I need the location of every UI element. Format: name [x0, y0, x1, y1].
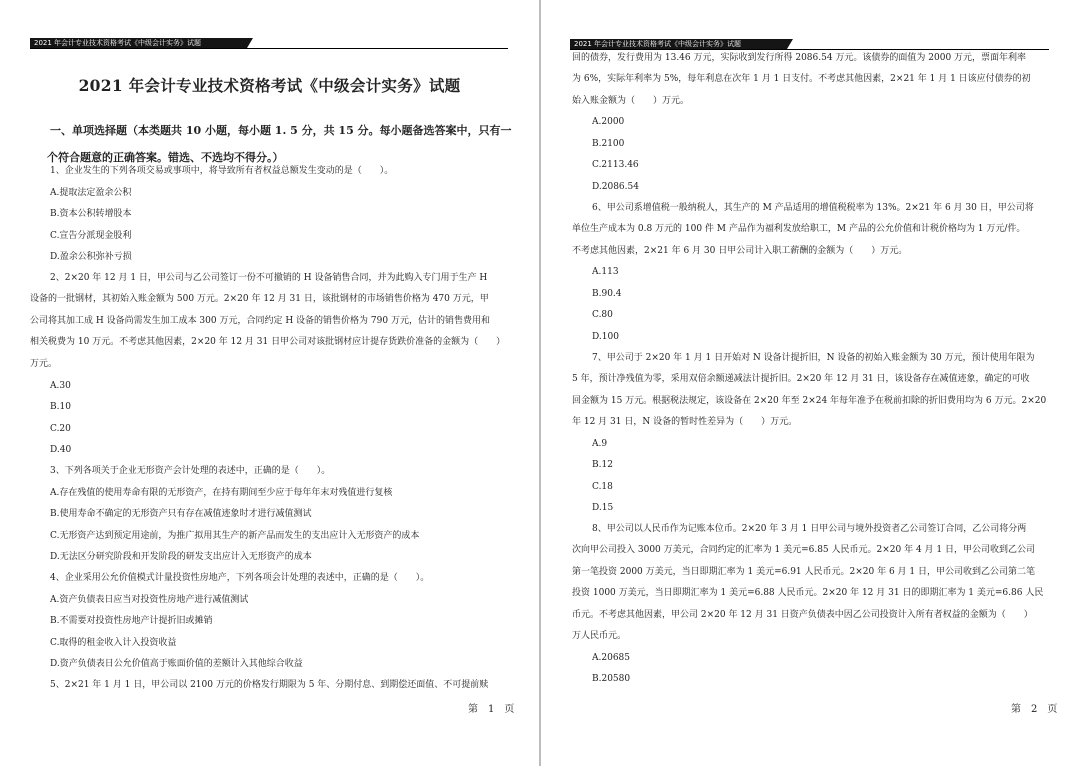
- question-5-option-b: B.2100: [592, 139, 625, 149]
- page-number: 第 2 页: [1011, 704, 1058, 715]
- section-heading: 一、单项选择题（本类题共 10 小题，每小题 1. 5 分，共 15 分。每小题备选答案中，只有一个符合题意的正确答案。错选、不选均不得分。）: [47, 124, 512, 164]
- document-page-1: [0, 0, 539, 766]
- question-5-option-a: A.2000: [592, 117, 625, 127]
- question-2-line: 万元。: [30, 358, 58, 369]
- question-1-option-b: B.资本公积转增股本: [50, 209, 132, 219]
- running-header: 2021 年会计专业技术资格考试《中级会计实务》试题: [30, 38, 247, 48]
- running-header: 2021 年会计专业技术资格考试《中级会计实务》试题: [570, 39, 787, 49]
- question-5-line: 为 6%，实际年利率为 5%，每年利息在次年 1 月 1 日支付。不考虑其他因素，2×21 年 1 月 1 日该应付债券的初: [572, 74, 1031, 85]
- question-7-line: 5 年，预计净残值为零，采用双倍余额递减法计提折旧。2×20 年 12 月 31 日，该设备存在减值迹象，确定的可收: [572, 374, 1030, 385]
- header-rule: [30, 48, 508, 49]
- page-number: 第 1 页: [468, 704, 515, 715]
- question-2-option-a: A.30: [50, 381, 71, 391]
- question-6-line: 单位生产成本为 0.8 万元的 100 件 M 产品作为福利发放给职工，M 产品的公允价值和计税价格均为 1 万元/件。: [572, 224, 1026, 235]
- question-4-option-c: C.取得的租金收入计入投资收益: [50, 638, 177, 648]
- question-6-stem: [572, 198, 1050, 262]
- question-8-line: 万人民币元。: [572, 631, 627, 642]
- question-5-option-c: C.2113.46: [592, 160, 639, 170]
- question-2-option-b: B.10: [50, 402, 71, 412]
- document-page-2: [541, 0, 1080, 766]
- question-5-stem-continued: [572, 48, 1050, 112]
- question-6-option-c: C.80: [592, 310, 613, 320]
- question-6-line: 不考虑其他因素，2×21 年 6 月 30 日甲公司计入职工薪酬的金额为（ ）万元。: [572, 245, 908, 256]
- question-2-option-c: C.20: [50, 424, 71, 434]
- question-4-option-b: B.不需要对投资性房地产计提折旧或摊销: [50, 616, 213, 626]
- question-8-line: 币元。不考虑其他因素，甲公司 2×20 年 12 月 31 日资产负债表中因乙公司投资计入所有者权益的金额为（ ）: [572, 609, 1033, 620]
- question-2-line: 公司将其加工成 H 设备尚需发生加工成本 300 万元，合同约定 H 设备的销售价格为 790 万元，估计的销售费用和: [30, 315, 490, 326]
- question-1-option-a: A.提取法定盈余公积: [50, 188, 132, 198]
- question-3-option-d: D.无法区分研究阶段和开发阶段的研发支出应计入无形资产的成本: [50, 552, 312, 562]
- question-1-option-c: C.宣告分派现金股利: [50, 231, 132, 241]
- question-8-option-b: B.20580: [592, 674, 631, 684]
- question-7-line: 回金额为 15 万元。根据税法规定，该设备在 2×20 年至 2×24 年每年准予在税前扣除的折旧费用均为 6 万元。2×20: [572, 395, 1047, 406]
- page-title: 2021 年会计专业技术资格考试《中级会计实务》试题: [78, 76, 461, 95]
- question-7-option-d: D.15: [592, 503, 614, 513]
- question-6-option-a: A.113: [592, 267, 619, 277]
- question-7-line: 年 12 月 31 日，N 设备的暂时性差异为（ ）万元。: [572, 417, 798, 428]
- question-7-line: 7、甲公司于 2×20 年 1 月 1 日开始对 N 设备计提折旧，N 设备的初始入账金额为 30 万元，预计使用年限为: [592, 353, 1035, 363]
- question-3-option-a: A.存在残值的使用寿命有限的无形资产，在持有期间至少应于每年年末对残值进行复核: [50, 488, 393, 498]
- question-8-option-a: A.20685: [592, 653, 630, 663]
- question-2-line: 相关税费为 10 万元。不考虑其他因素，2×20 年 12 月 31 日甲公司对该批钢材应计提存货跌价准备的金额为（ ）: [30, 337, 506, 348]
- question-2-option-d: D.40: [50, 445, 72, 455]
- question-8-line: 8、甲公司以人民币作为记账本位币。2×20 年 3 月 1 日甲公司与境外投资者乙公司签订合同，乙公司将分两: [592, 524, 1027, 534]
- question-1-option-d: D.盈余公积弥补亏损: [50, 252, 132, 262]
- question-2-line: 2、2×20 年 12 月 1 日，甲公司与乙公司签订一份不可撤销的 H 设备销售合同，并为此购入专门用于生产 H: [50, 273, 488, 283]
- question-2-line: 设备的一批钢材，其初始入账金额为 500 万元。2×20 年 12 月 31 日，该批钢材的市场销售价格为 470 万元，甲: [30, 294, 489, 305]
- question-5-line: 回的债券，发行费用为 13.46 万元，实际收到发行所得 2086.54 万元。该债券的面值为 2000 万元，票面年利率: [572, 53, 1027, 63]
- question-5-line: 始入账金额为（ ）万元。: [572, 95, 690, 106]
- question-3-option-b: B.使用寿命不确定的无形资产只有存在减值迹象时才进行减值测试: [50, 509, 312, 519]
- question-3-stem: 3、下列各项关于企业无形资产会计处理的表述中，正确的是（ ）。: [50, 466, 331, 476]
- question-6-line: 6、甲公司系增值税一般纳税人，其生产的 M 产品适用的增值税税率为 13%。2×21 年 6 月 30 日，甲公司将: [592, 203, 1034, 213]
- question-6-option-d: D.100: [592, 332, 619, 342]
- question-7-stem: [572, 348, 1050, 434]
- question-4-stem: 4、企业采用公允价值模式计量投资性房地产，下列各项会计处理的表述中，正确的是（ ）。: [50, 573, 430, 583]
- question-1-stem: 1、企业发生的下列各项交易或事项中，将导致所有者权益总额发生变动的是（ ）。: [50, 166, 394, 176]
- question-6-option-b: B.90.4: [592, 289, 622, 299]
- question-8-stem: [572, 519, 1050, 647]
- question-7-option-c: C.18: [592, 482, 613, 492]
- question-8-line: 第一笔投资 2000 万美元，当日即期汇率为 1 美元=6.91 人民币元。2×20 年 6 月 1 日，甲公司收到乙公司第二笔: [572, 566, 1035, 577]
- question-2-stem: [30, 268, 508, 375]
- question-3-option-c: C.无形资产达到预定用途前，为推广拟用其生产的新产品而发生的支出应计入无形资产的成本: [50, 531, 420, 541]
- question-8-line: 投资 1000 万美元，当日即期汇率为 1 美元=6.88 人民币元。2×20 年 12 月 31 日的即期汇率为 1 美元=6.86 人民: [572, 588, 1044, 599]
- question-4-option-d: D.资产负债表日公允价值高于账面价值的差额计入其他综合收益: [50, 659, 303, 669]
- question-4-option-a: A.资产负债表日应当对投资性房地产进行减值测试: [50, 595, 249, 605]
- question-8-line: 次向甲公司投入 3000 万美元，合同约定的汇率为 1 美元=6.85 人民币元。2×20 年 4 月 1 日，甲公司收到乙公司: [572, 545, 1035, 556]
- question-5-stem-start: 5、2×21 年 1 月 1 日，甲公司以 2100 万元的价格发行期限为 5 年、分期付息、到期偿还面值、不可提前赎: [50, 680, 489, 690]
- question-7-option-a: A.9: [592, 439, 608, 449]
- question-5-option-d: D.2086.54: [592, 182, 639, 192]
- question-7-option-b: B.12: [592, 460, 613, 470]
